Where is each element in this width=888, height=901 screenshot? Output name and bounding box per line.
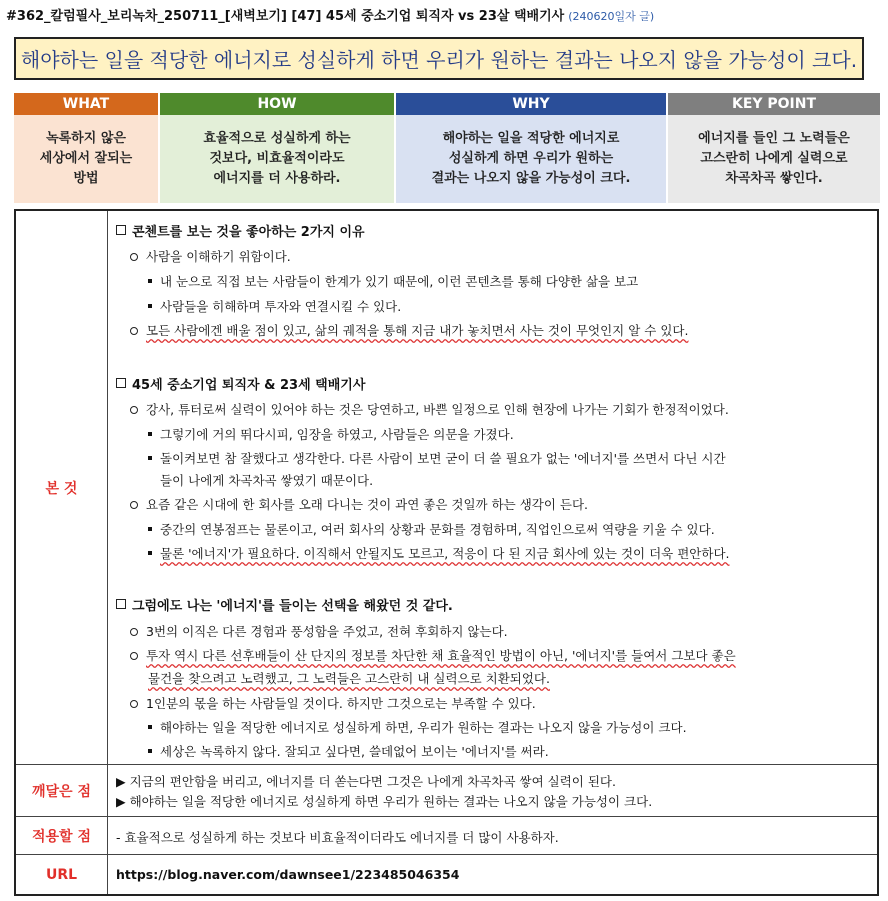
circle-bullet-icon [130,406,138,414]
what-line: 방법 [73,171,99,186]
how-line: 효율적으로 성실하게 하는 [203,131,351,146]
how-line: 것보다, 비효율적이라도 [209,151,345,166]
square-bullet-icon [148,527,152,531]
list-item-continued: 들이 나에게 차곡차곡 쌓였기 때문이다. [160,473,374,488]
list-item [130,622,508,640]
apply-label: 적용할 점 [16,817,108,854]
section-title [116,595,453,614]
keypoint-line: 차곡차곡 쌓인다. [725,171,823,186]
item-text: 1인분의 몫을 하는 사람들일 것이다. 하지만 그것으로는 부족할 수 있다. [146,696,536,711]
what-body [14,115,158,203]
section-title-text: 그럼에도 나는 '에너지'를 들이는 선택을 해왔던 것 같다. [132,599,453,614]
keypoint-line: 에너지를 들인 그 노력들은 [698,131,850,146]
how-body [160,115,394,203]
item-text: 내 눈으로 직접 보는 사람들이 한계가 있기 때문에, 이런 콘텐츠를 통해 다양한 삶을 보고 [160,274,639,289]
list-item [130,247,291,265]
square-bullet-icon [148,432,152,436]
square-bullet-icon [148,304,152,308]
list-item [148,544,730,562]
circle-bullet-icon [130,652,138,660]
circle-bullet-icon [130,327,138,335]
list-item-continued [148,669,550,687]
notes-table [14,209,879,896]
document-title [6,5,654,24]
item-text: 투자 역시 다른 선후배들이 산 단지의 정보를 차단한 채 효율적인 방법이 아닌, '에너지'를 들여서 그보다 좋은 [146,648,736,663]
item-text: 3번의 이직은 다른 경험과 풍성함을 주었고, 전혀 후회하지 않는다. [146,624,508,639]
section-title [116,374,365,393]
what-header: WHAT [14,93,158,115]
checkbox-icon [116,378,126,388]
square-bullet-icon [148,749,152,753]
realized-label: 깨달은 점 [16,765,108,816]
circle-bullet-icon [130,253,138,261]
apply-text: - 효율적으로 성실하게 하는 것보다 비효율적이더라도 에너지를 더 많이 사용하자. [116,830,559,845]
section-title-text: 45세 중소기업 퇴직자 & 23세 택배기사 [132,378,366,393]
square-bullet-icon [148,725,152,729]
list-item [148,425,514,443]
checkbox-icon [116,225,126,235]
how-line: 에너지를 더 사용하라. [213,171,341,186]
keypoint-header: KEY POINT [668,93,880,115]
list-item [130,400,729,418]
circle-bullet-icon [130,501,138,509]
title-text: #362_칼럼필사_보리녹차_250711_[새벽보기] [47] 45세 중소기업 퇴직자 vs 23살 택배기사 [6,9,565,24]
item-text: 요즘 같은 시대에 한 회사를 오래 다니는 것이 과연 좋은 것일까 하는 생각이 든다. [146,497,589,512]
what-line: 녹록하지 않은 [46,131,126,146]
why-line: 해야하는 일을 적당한 에너지로 [442,131,620,146]
square-bullet-icon [148,456,152,460]
list-item [148,272,638,290]
row-divider [16,764,877,765]
item-text: 물건을 찾으려고 노력했고, 그 노력들은 고스란히 내 실력으로 치환되었다. [148,671,550,686]
why-body [396,115,666,203]
keypoint-body [668,115,880,203]
why-line: 성실하게 하면 우리가 원하는 [448,151,614,166]
square-bullet-icon [148,551,152,555]
what-line: 세상에서 잘되는 [39,151,133,166]
list-item [130,646,736,664]
summary-banner [14,37,864,80]
item-text: 사람들을 히해하며 투자와 연결시킬 수 있다. [160,299,402,314]
banner-text: 해야하는 일을 적당한 에너지로 성실하게 하면 우리가 원하는 결과는 나오지 않을 가능성이 크다. [20,48,858,72]
why-header: WHY [396,93,666,115]
why-line: 결과는 나오지 않을 가능성이 크다. [431,171,631,186]
seen-label: 본 것 [16,211,108,764]
section-title-text: 콘첸트를 보는 것을 좋아하는 2가지 이유 [132,225,365,240]
row-divider [16,816,877,817]
item-text: 강사, 튜터로써 실력이 있어야 하는 것은 당연하고, 바쁜 일정으로 인해 현장에 나가는 기회가 한정적이었다. [146,402,729,417]
row-divider [16,854,877,855]
keypoint-line: 고스란히 나에게 실력으로 [700,151,848,166]
item-text: 해야하는 일을 적당한 에너지로 성실하게 하면, 우리가 원하는 결과는 나오지 않을 가능성이 크다. [160,720,687,735]
checkbox-icon [116,599,126,609]
source-url-link[interactable]: https://blog.naver.com/dawnsee1/223485046354 [116,867,460,882]
how-header: HOW [160,93,394,115]
list-item [148,297,401,315]
item-text: 물론 '에너지'가 필요하다. 이직해서 안될지도 모르고, 적응이 다 된 지금 회사에 있는 것이 더욱 편안하다. [160,546,730,561]
item-text: 그렇기에 거의 뛰다시피, 임장을 하였고, 사람들은 의문을 가졌다. [160,427,514,442]
item-text: 세상은 녹록하지 않다. 잘되고 싶다면, 쓸데없어 보이는 '에너지'를 써라. [160,744,549,759]
circle-bullet-icon [130,628,138,636]
list-item [148,520,715,538]
realized-item: ▶ 해야하는 일을 적당한 에너지로 성실하게 하면 우리가 원하는 결과는 나오지 않을 가능성이 크다. [116,794,653,809]
item-text: 돌이켜보면 참 잘했다고 생각한다. 다른 사람이 보면 굳이 더 쓸 필요가 없는 '에너지'를 쓰면서 다닌 시간 [160,451,726,466]
post-date: (240620일자 글) [568,10,655,23]
item-text: 모든 사람에겐 배울 점이 있고, 삶의 궤적을 통해 지금 내가 놓치면서 사는 것이 무엇인지 알 수 있다. [146,323,689,338]
list-item [148,449,726,467]
item-text: 중간의 연봉점프는 물론이고, 여러 회사의 상황과 문화를 경험하며, 직업인으로써 역량을 키울 수 있다. [160,522,715,537]
circle-bullet-icon [130,700,138,708]
item-text: 사람을 이해하기 위함이다. [146,249,291,264]
section-title [116,221,365,240]
square-bullet-icon [148,279,152,283]
list-item [130,321,688,339]
list-item [130,495,588,513]
list-item [148,742,549,760]
url-label: URL [16,855,108,894]
list-item [148,718,687,736]
list-item [130,694,536,712]
realized-item: ▶ 지금의 편안함을 버리고, 에너지를 더 쏟는다면 그것은 나에게 차곡차곡 쌓여 실력이 된다. [116,774,616,789]
